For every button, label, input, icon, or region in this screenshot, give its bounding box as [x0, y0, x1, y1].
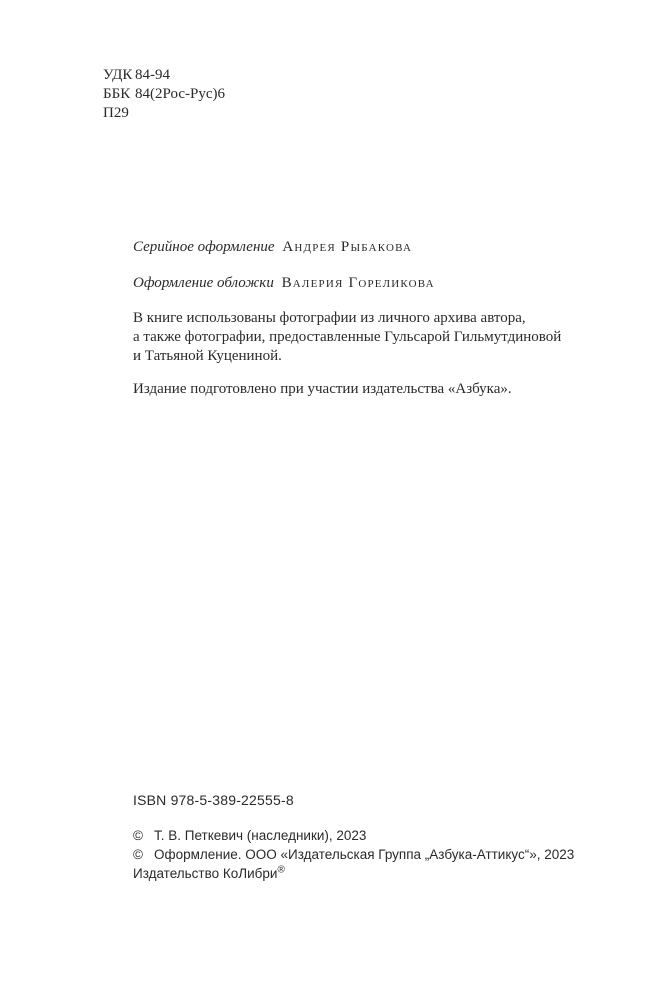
series-design-label: Серийное оформление: [133, 239, 275, 255]
bbk-value: 84(2Рос-Рус)6: [135, 86, 225, 102]
publisher-name: Издательство КоЛибри: [133, 866, 278, 881]
copyright-symbol: ©: [133, 828, 143, 843]
copyright-design: [133, 845, 574, 864]
photos-note-line-2: а также фотографии, предоставленные Гульсарой Гильмутдиновой: [133, 329, 562, 345]
copyright-block: [133, 826, 574, 883]
copyright-author: [133, 826, 574, 845]
cover-design-label: Оформление обложки: [133, 275, 274, 291]
photos-note-line-1: В книге использованы фотографии из личного архива автора,: [133, 310, 526, 326]
photos-note-line-3: и Татьяной Куцениной.: [133, 348, 282, 364]
cover-design-name: Валерия Гореликова: [281, 275, 435, 291]
publisher-line: [133, 864, 574, 883]
copyright-symbol: ©: [133, 847, 143, 862]
isbn: ISBN 978-5-389-22555-8: [133, 792, 294, 808]
cover-design-credit: [133, 274, 435, 293]
udk-row: [103, 66, 225, 85]
bbk-row: [103, 85, 225, 104]
series-design-credit: [133, 238, 435, 257]
registered-mark: ®: [277, 864, 285, 876]
edition-note-text: Издание подготовлено при участии издательства «Азбука».: [133, 381, 512, 397]
edition-note: [133, 380, 512, 399]
copyright-author-text: Т. В. Петкевич (наследники), 2023: [154, 828, 367, 843]
design-credits: [133, 238, 435, 310]
bbk-label: ББК: [103, 86, 131, 102]
classification-codes: [103, 66, 225, 123]
author-mark: П29: [103, 105, 129, 121]
udk-value: 84-94: [135, 67, 170, 83]
copyright-design-text: Оформление. ООО «Издательская Группа „Азбука-Аттикус“», 2023: [154, 847, 575, 862]
photos-note: [133, 309, 561, 366]
udk-label: УДК: [103, 67, 133, 83]
series-design-name: Андрея Рыбакова: [282, 239, 413, 255]
